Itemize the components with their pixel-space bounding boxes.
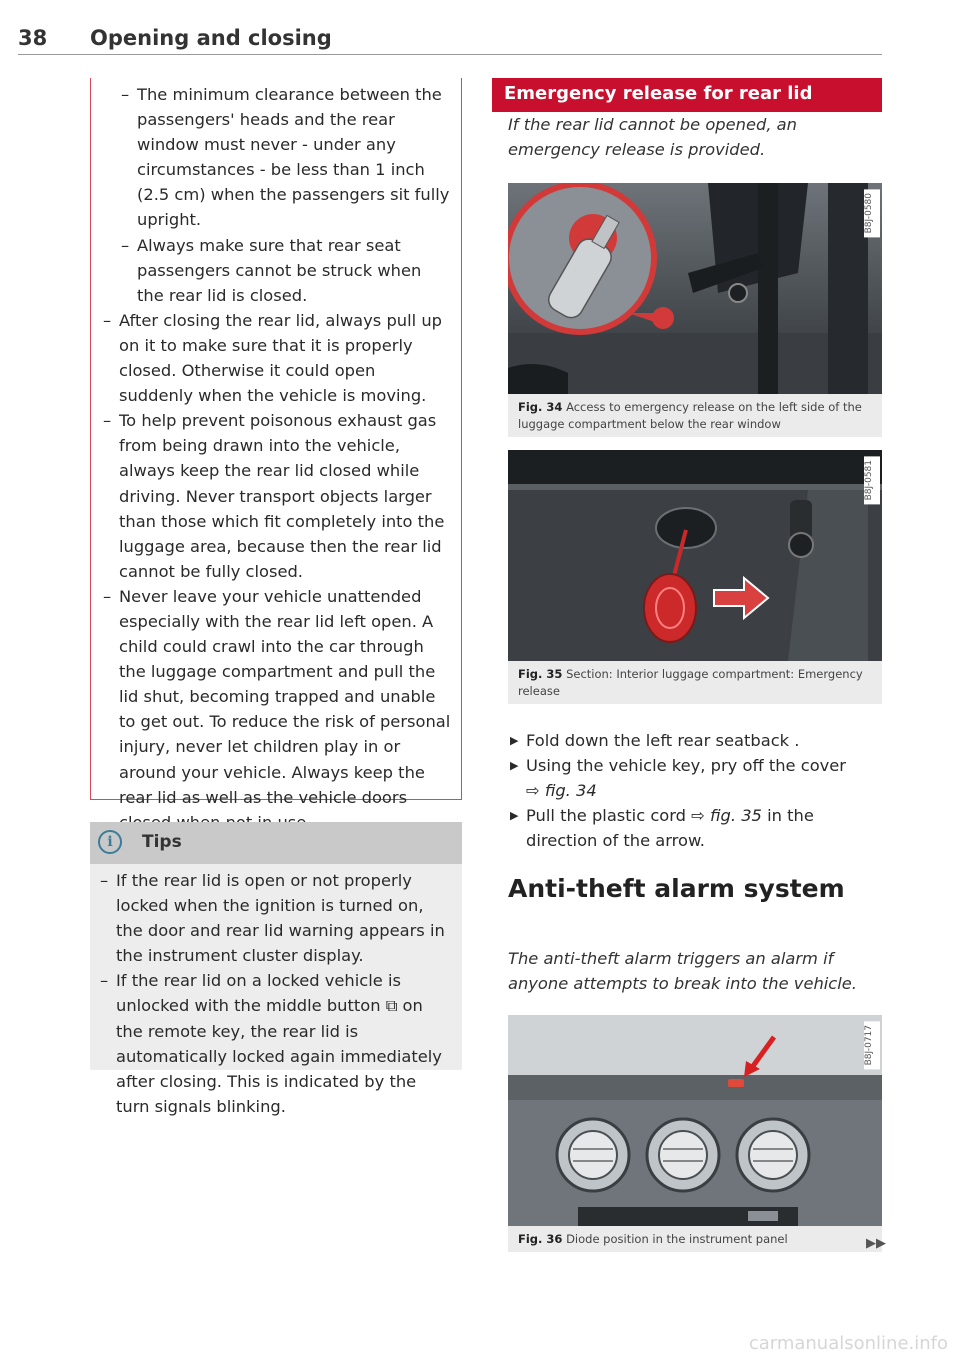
figure-35 [508,450,882,704]
luggage-release-illustration [508,183,882,394]
tips-body [90,864,462,1116]
tip-item: – If the rear lid is open or not properly locked when the ignition is turned on, the door and rear lid warning appears in the instrument cluster display. [100,871,445,966]
watermark: carmanualsonline.info [748,1333,948,1354]
figure-36-image [508,1015,882,1226]
page-number: 38 [18,26,48,50]
warning-item: – To help prevent poisonous exhaust gas from being drawn into the vehicle, always keep the rear lid closed while driving. Never transport objects larger than those which fit completely into the luggage area, because then the rear lid cannot be fully closed. [103,411,445,581]
warning-item: – Always make sure that rear seat passengers cannot be struck when the rear lid is closed. [121,235,422,305]
tips-title: Tips [142,832,182,852]
figure-code: B8J-0580 [864,189,880,237]
plastic-cord-illustration [508,450,882,661]
figure-code: B8J-0717 [864,1021,880,1069]
section-intro: The anti-theft alarm triggers an alarm if anyone attempts to break into the vehicle. [508,949,857,993]
instrument-panel-illustration [508,1015,882,1226]
section-intro: If the rear lid cannot be opened, an emergency release is provided. [508,115,797,159]
figure-reference[interactable]: ⇨ fig. 34 [526,781,597,800]
tip-item: – If the rear lid on a locked vehicle is unlocked with the middle button ⧉ on the remote key, the rear lid is automatically locked again immediately after closing. This is indicated by the turn signals blinking. [100,971,442,1116]
step-item: ▶ Pull the plastic cord ⇨ fig. 35 in the direction of the arrow. [510,806,814,850]
figure-34-image [508,183,882,394]
figure-34 [508,183,882,437]
instruction-steps [508,728,882,853]
figure-code: B8J-0581 [864,456,880,504]
page-header-title: Opening and closing [90,26,332,50]
section-title: Emergency release for rear lid [504,83,813,104]
continue-arrow-icon: ▶▶ [866,1236,886,1251]
warning-item: – Never leave your vehicle unattended especially with the rear lid left open. A child could crawl into the car through the luggage compartment and pull the lid shut, becoming trapped and unable to get out. To reduce the risk of personal injury, never let children play in or around your vehicle. Always keep the rear lid as well as the vehicle doors [103,586,451,807]
figure-caption: Fig. 35 Section: Interior luggage compartment: Emergency release [508,661,882,704]
warning-item: – After closing the rear lid, always pull up on it to make sure that it is properly closed. Otherwise it could open suddenly when the vehicle is moving. [103,310,442,406]
section-heading: Anti-theft alarm system [508,874,845,903]
figure-35-image [508,450,882,661]
warning-item: – The minimum clearance between the passengers' heads and the rear window must never - under any circumstances - be less than 1 inch (2.5 cm) when the passengers sit fully upright. [121,85,450,230]
figure-36 [508,1015,882,1252]
warning-box [90,78,462,807]
figure-reference[interactable]: ⇨ fig. 35 [691,806,762,825]
step-item: ▶ Using the vehicle key, pry off the cover ⇨ fig. 34 [510,756,847,800]
header-rule [18,54,882,55]
step-item: ▶ Fold down the left rear seatback . [510,731,800,750]
tips-header [90,822,462,864]
figure-caption: Fig. 36 Diode position in the instrument panel [508,1226,882,1252]
info-icon: i [98,830,122,854]
section-header-bar [492,78,882,112]
figure-caption: Fig. 34 Access to emergency release on the left side of the luggage compartment below the rear window [508,394,882,437]
